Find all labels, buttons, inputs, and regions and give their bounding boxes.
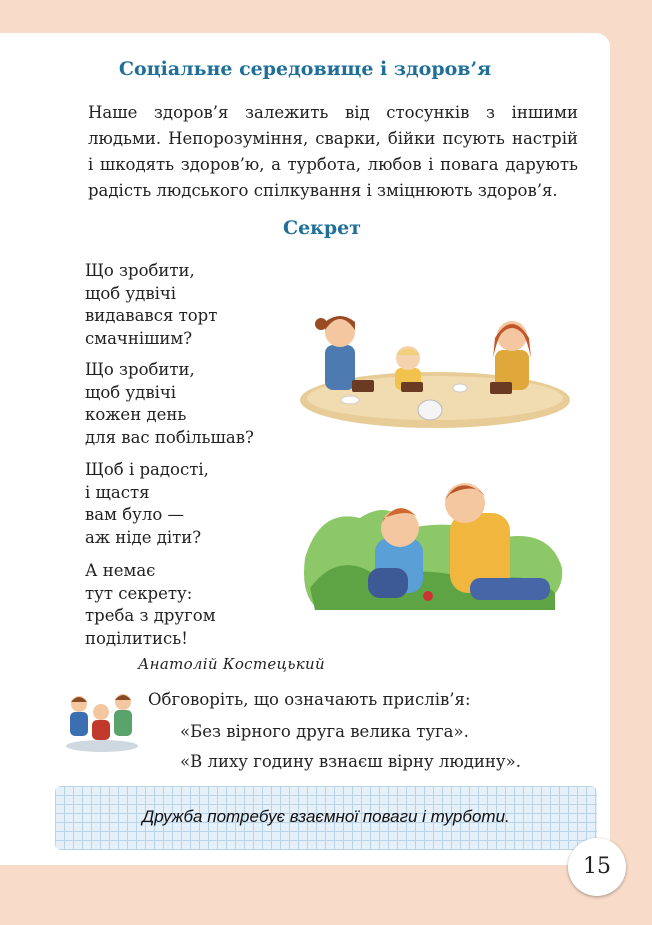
poem-stanza-1	[85, 260, 217, 350]
poem-author: Анатолій Костецький	[138, 655, 325, 673]
section-title: Соціальне середовище і здоров’я	[118, 58, 492, 80]
boys-grass-illustration	[300, 468, 570, 618]
poem-line: аж ніде діти?	[85, 527, 202, 547]
summary-banner	[55, 786, 597, 850]
proverb-1: «Без вірного друга велика туга».	[180, 722, 469, 741]
poem-line: видавався торт	[85, 306, 218, 325]
poem-line: і щастя	[85, 482, 150, 502]
intro-paragraph	[88, 100, 578, 204]
intro-text: Наше здоров’я залежить від стосунків з іншими людьми. Непорозуміння, сварки, бійки псують настрій і шкодять здоров’ю, а турбота, любов і повага дарують радість людського спілкування і зміцнюють здоров’я.	[88, 103, 578, 200]
discussion-task: Обговоріть, що означають прислів’я:	[148, 690, 471, 709]
poem-line: Що зробити,	[85, 261, 195, 280]
poem-stanza-2	[85, 359, 254, 449]
page-number: 15	[568, 838, 626, 896]
poem-line: треба з другом	[85, 606, 216, 625]
poem-line: смачнішим?	[85, 328, 193, 348]
poem-stanza-4	[85, 560, 216, 650]
poem-line: поділитись!	[85, 628, 188, 648]
poem-line: кожен день	[85, 405, 187, 424]
discussion-kids-icon	[62, 690, 142, 754]
poem-line: для вас побільшав?	[85, 427, 254, 447]
poem-title: Секрет	[282, 217, 362, 239]
poem-stanza-3	[85, 459, 209, 549]
proverb-2: «В лиху годину взнаєш вірну людину».	[180, 752, 521, 771]
poem-line: вам було —	[85, 505, 185, 524]
poem-line: щоб удвічі	[85, 283, 177, 303]
poem-line: тут секрету:	[85, 583, 193, 603]
children-cake-illustration	[295, 300, 570, 430]
poem-line: Щоб і радості,	[85, 460, 209, 479]
summary-text: Дружба потребує взаємної поваги і турботи.	[142, 807, 510, 826]
poem-line: Що зробити,	[85, 360, 195, 379]
poem-line: А немає	[85, 561, 156, 580]
poem-line: щоб удвічі	[85, 382, 177, 402]
